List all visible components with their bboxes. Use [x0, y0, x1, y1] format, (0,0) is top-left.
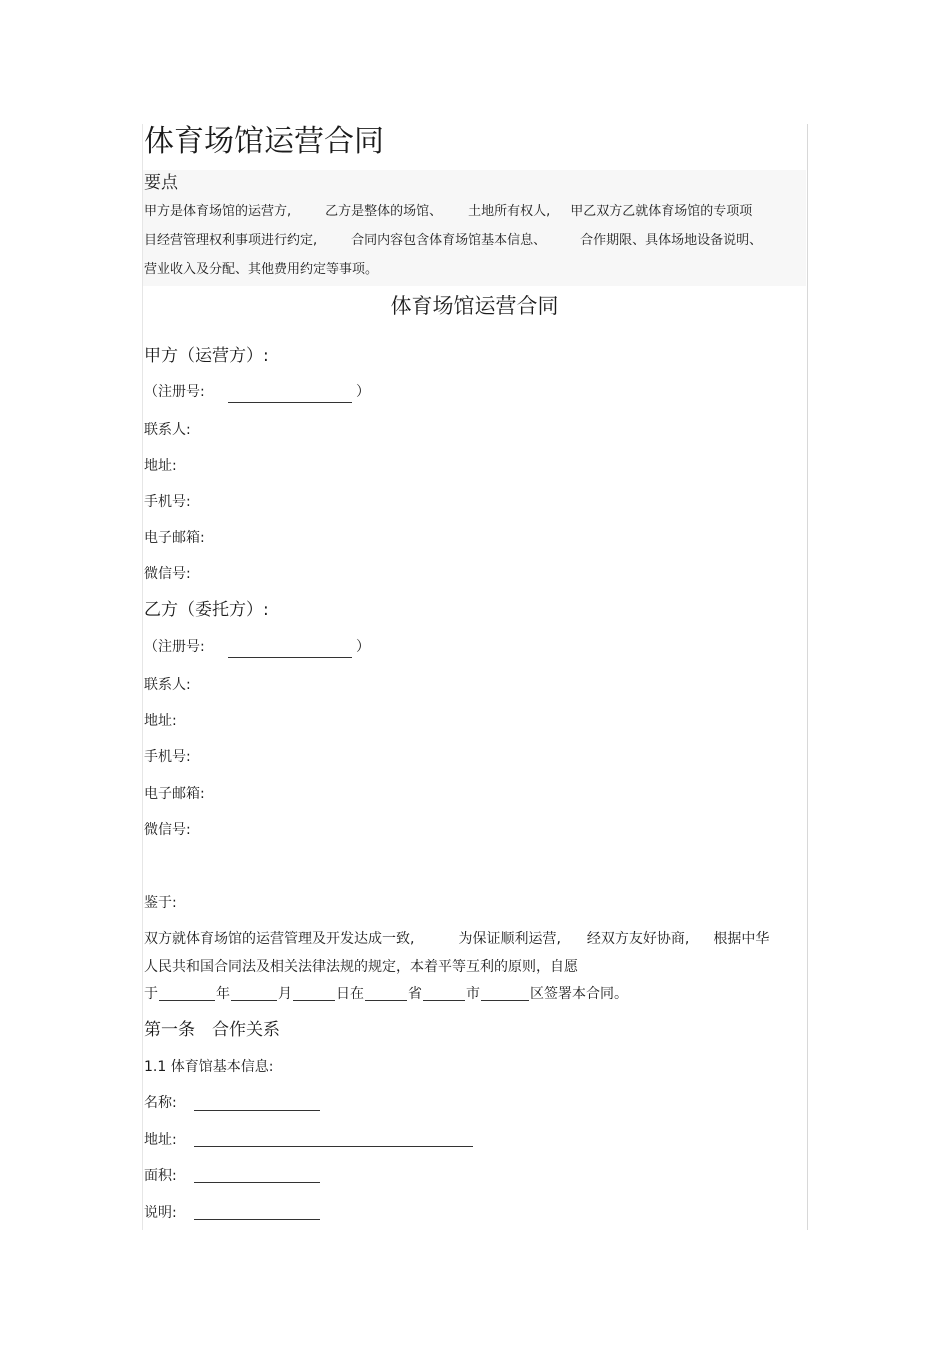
- document-title: 体育场馆运营合同: [144, 124, 384, 159]
- party-a-reg-open: （注册号:: [144, 384, 205, 400]
- day-blank[interactable]: [293, 986, 335, 1001]
- party-a-heading: 甲方（运营方）:: [144, 346, 269, 366]
- article-1-heading: 第一条 合作关系: [144, 1020, 280, 1040]
- party-a-email-label: 电子邮箱:: [144, 530, 205, 546]
- party-b-heading: 乙方（委托方）:: [144, 600, 269, 620]
- party-b-reg-open: （注册号:: [144, 639, 205, 655]
- party-a-phone-label: 手机号:: [144, 494, 191, 510]
- venue-note-label: 说明:: [144, 1205, 177, 1221]
- contract-title: 体育场馆运营合同: [390, 294, 559, 318]
- venue-area-blank[interactable]: [194, 1182, 320, 1183]
- party-b-address-label: 地址:: [144, 713, 177, 729]
- party-a-wechat-label: 微信号:: [144, 566, 191, 582]
- summary-line-2: 目经营管理权利事项进行约定, 合同内容包含体育场馆基本信息、 合作期限、具体场地设备说明、: [144, 233, 763, 248]
- summary-line-1: 甲方是体育场馆的运营方, 乙方是整体的场馆、 土地所有权人, 甲乙双方乙就体育场馆的专项项: [144, 204, 753, 219]
- month-blank[interactable]: [231, 986, 277, 1001]
- party-b-reg-close: ）: [356, 639, 370, 655]
- venue-name-label: 名称:: [144, 1095, 177, 1111]
- venue-area-label: 面积:: [144, 1168, 177, 1184]
- whereas-label: 鉴于:: [144, 895, 177, 911]
- venue-note-blank[interactable]: [194, 1219, 320, 1220]
- district-blank[interactable]: [481, 986, 529, 1001]
- venue-address-blank[interactable]: [194, 1146, 473, 1147]
- party-a-address-label: 地址:: [144, 458, 177, 474]
- summary-heading: 要点: [144, 173, 178, 193]
- party-b-email-label: 电子邮箱:: [144, 786, 205, 802]
- article-1-sub: 1.1 体育馆基本信息:: [144, 1059, 274, 1075]
- party-a-contact-label: 联系人:: [144, 422, 191, 438]
- party-b-wechat-label: 微信号:: [144, 822, 191, 838]
- party-b-contact-label: 联系人:: [144, 677, 191, 693]
- city-blank[interactable]: [423, 986, 465, 1001]
- venue-address-label: 地址:: [144, 1132, 177, 1148]
- party-b-reg-blank[interactable]: [228, 657, 352, 658]
- year-blank[interactable]: [159, 986, 215, 1001]
- party-a-reg-close: ）: [356, 384, 370, 400]
- whereas-line-1: 双方就体育场馆的运营管理及开发达成一致, 为保证顺利运营, 经双方友好协商, 根据中华: [144, 931, 770, 947]
- venue-name-blank[interactable]: [194, 1110, 320, 1111]
- summary-line-3: 营业收入及分配、其他费用约定等事项。: [144, 262, 379, 277]
- signing-date-line: 于 年 月 日在 省 市 区签署本合同。: [144, 986, 628, 1002]
- party-b-phone-label: 手机号:: [144, 749, 191, 765]
- whereas-line-2: 人民共和国合同法及相关法律法规的规定，本着平等互利的原则，自愿: [144, 959, 578, 975]
- province-blank[interactable]: [365, 986, 407, 1001]
- party-a-reg-blank[interactable]: [228, 402, 352, 403]
